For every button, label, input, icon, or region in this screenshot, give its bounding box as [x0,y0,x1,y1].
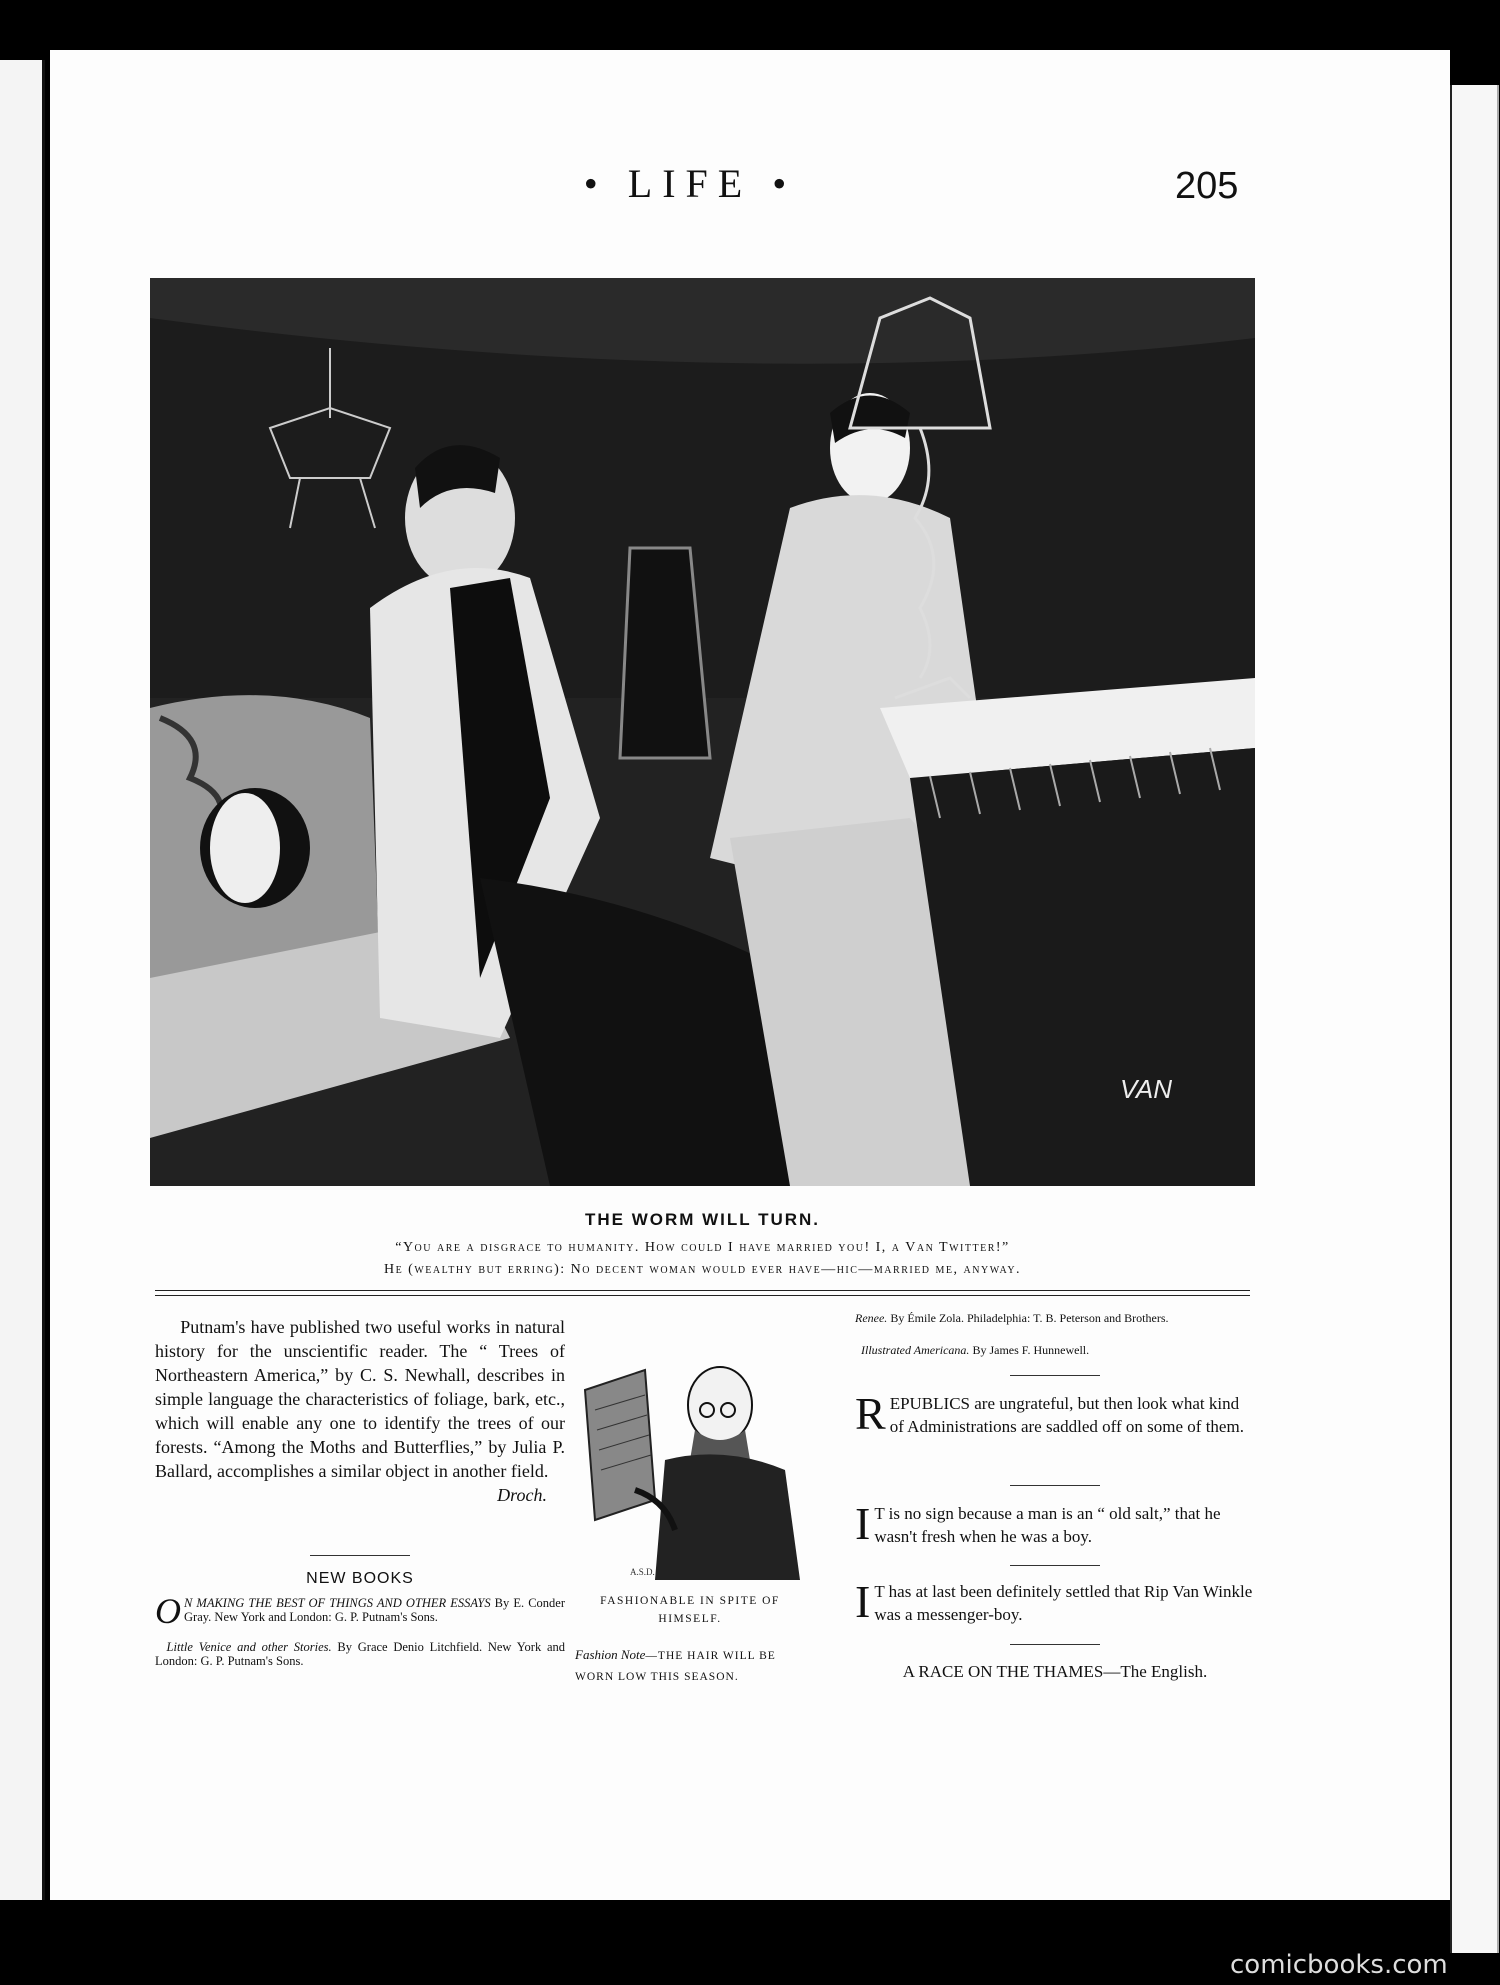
cartoon-signature: A.S.D. [630,1567,655,1577]
main-illustration [150,278,1255,1186]
artist-signature: VAN [1120,1074,1173,1104]
page-number: 205 [1175,165,1239,207]
separator [1010,1565,1100,1566]
separator [1010,1375,1100,1376]
separator [1010,1485,1100,1486]
review-signature: Droch. [497,1485,547,1505]
new-books-heading: NEW BOOKS [306,1570,414,1587]
double-rule-top [155,1290,1250,1291]
caption-dialogue-1: “You are a disgrace to humanity. How could I have married you! I, a Van Twitter!” [395,1240,1010,1255]
book-entry-2: Little Venice and other Stories. By Grace Denio Litchfield. New York and London: G. P. Putnam's Sons. [155,1640,566,1668]
caption-dialogue-2: He (wealthy but erring): No decent woman would ever have—hic—married me, anyway. [383,1262,1022,1277]
book-review [155,1315,565,1507]
book-entry-1: O N MAKING THE BEST OF THINGS AND OTHER ESSAYS By E. Conder Gray. New York and London: G. P. Putnam's Sons. [155,1591,565,1631]
joke-old-salt: I T is no sign because a man is an “ old salt,” that he wasn't fresh when he was a boy. [855,1498,1221,1549]
separator [1010,1644,1100,1645]
magazine-title: • LIFE • [583,161,797,206]
page-edge-right [1450,85,1499,1953]
double-rule-bottom [155,1295,1250,1296]
dropcap: O [155,1591,181,1631]
cartoon-man-reading [575,1350,805,1580]
fashion-note: Fashion Note—THE HAIR WILL BE WORN LOW THIS SEASON. [575,1647,776,1683]
illustration-drawing [150,278,1255,1186]
joke-thames: A RACE ON THE THAMES—The English. [902,1662,1208,1681]
book-entry-3: Renee. By Émile Zola. Philadelphia: T. B. Peterson and Brothers. [855,1311,1169,1325]
cartoon-caption: FASHIONABLE IN SPITE OF HIMSELF. [600,1595,780,1625]
review-text: Putnam's have published two useful works in natural history for the unscientific reader. The “ Trees of Northeastern America,” by C. S. Newhall, describes in simple language the characteristics of foliage, bark, etc., which will enable any one to identify the trees of our forests. “Among the Moths and Butterflies,” by Julia P. Ballard, accomplishes a similar object in another field. [155,1317,565,1481]
illustration-title: THE WORM WILL TURN. [584,1210,821,1229]
adjacent-page-edge [0,60,45,1900]
joke-republics: REPUBLICS are ungrateful, but then look what kind of Administrations are saddled off on some of them. [855,1388,1244,1439]
joke-rip-van-winkle: I T has at last been definitely settled that Rip Van Winkle was a messenger-boy. [855,1576,1253,1627]
watermark: comicbooks.com [1230,1950,1448,1980]
book-entry-4: Illustrated Americana. By James F. Hunnewell. [861,1343,1090,1357]
separator [310,1555,410,1556]
